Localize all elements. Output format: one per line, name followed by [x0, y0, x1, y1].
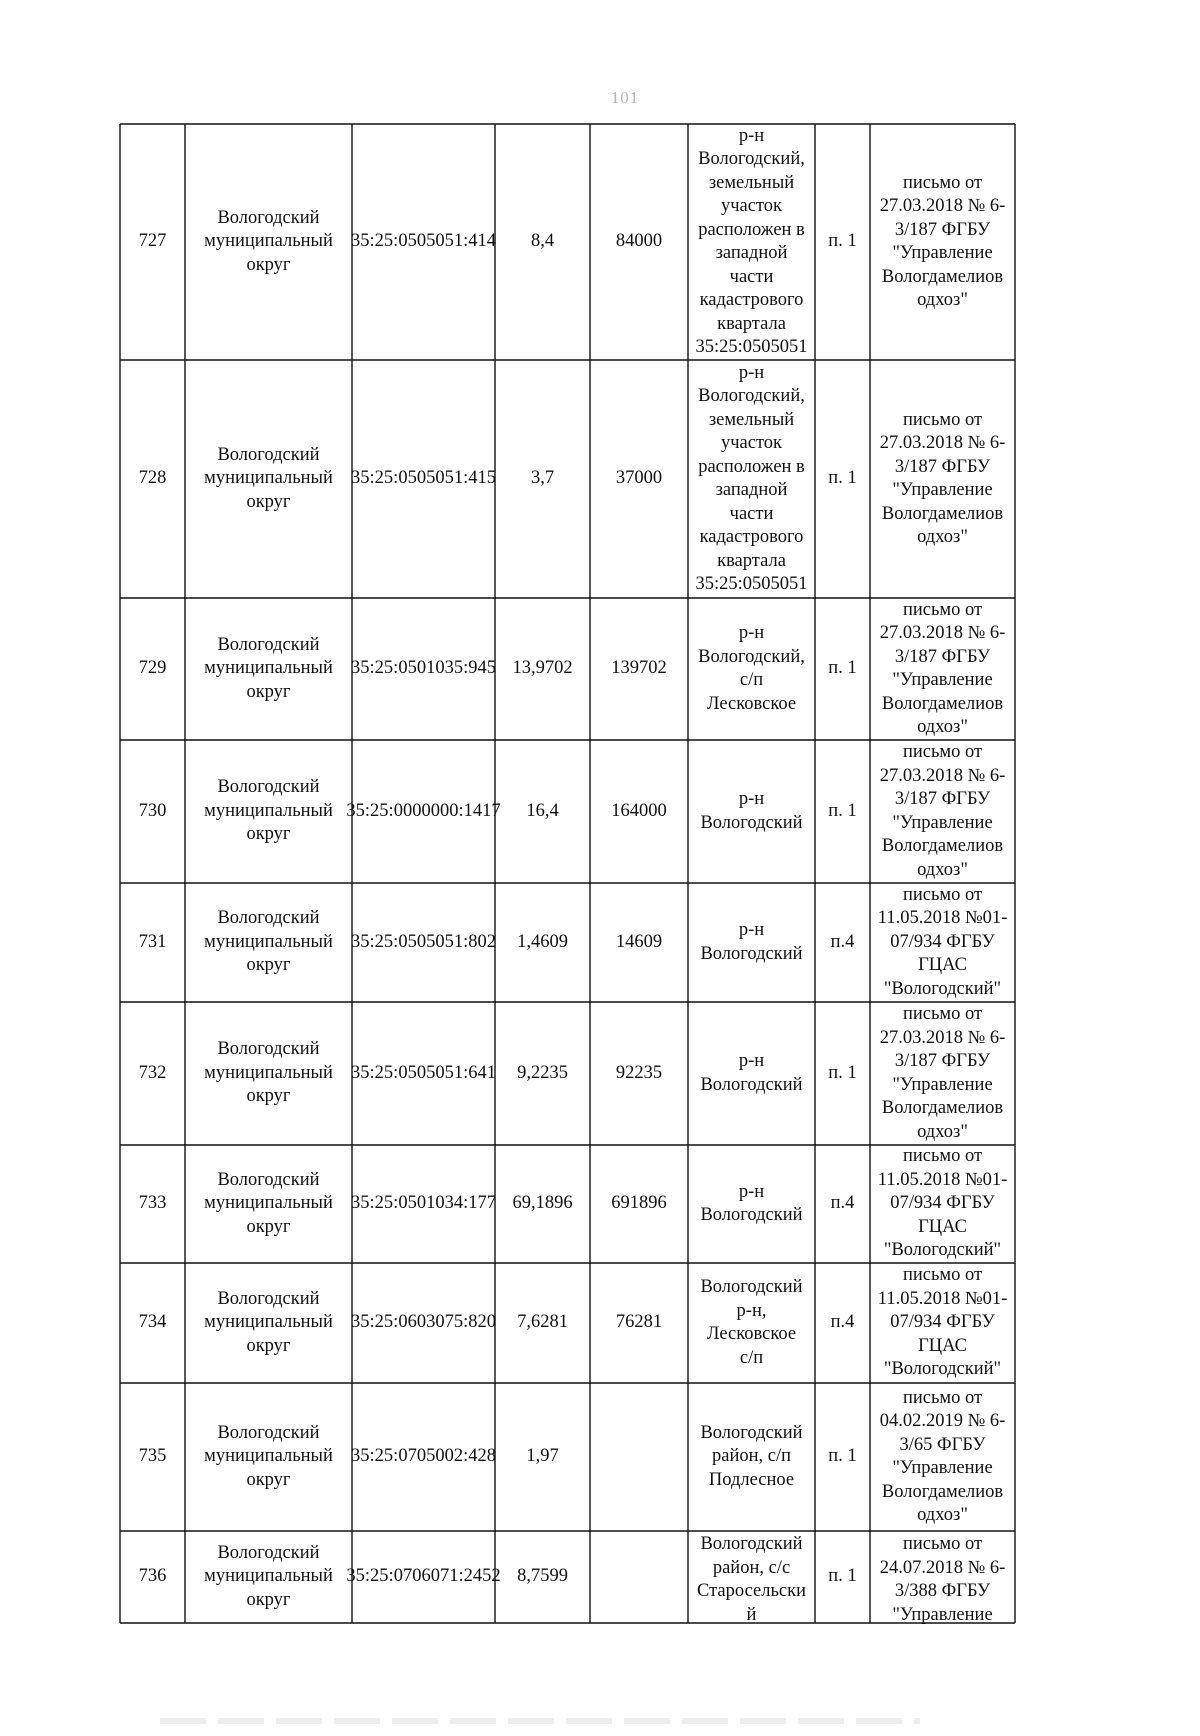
page-number: 101 [610, 88, 640, 107]
area-ha-cell: 8,4 [530, 231, 555, 252]
territory-cell: Вологодский муниципальный округ [204, 444, 333, 512]
bottom-scan-artifact [160, 1718, 920, 1724]
area-m2-cell: 691896 [611, 1193, 667, 1214]
basis-cell: письмо от 04.02.2019 № 6- 3/65 ФГБУ "Управление Вологдамелиов одхоз" [879, 1387, 1006, 1525]
basis-cell: письмо от 27.03.2018 № 6- 3/187 ФГБУ "Управление Вологдамелиов одхоз" [879, 409, 1006, 547]
area-m2-cell: 164000 [611, 800, 667, 821]
location-cell: р-н Вологодский [700, 1181, 803, 1225]
clause-cell: п. 1 [828, 231, 857, 252]
territory-cell: Вологодский муниципальный округ [204, 1169, 333, 1237]
area-ha-cell: 69,1896 [512, 1193, 573, 1214]
area-ha-cell: 13,9702 [512, 658, 573, 679]
area-ha-cell: 3,7 [530, 468, 555, 489]
row-number: 727 [138, 231, 167, 252]
cadastral-number-cell: 35:25:0505051:802 [351, 931, 496, 952]
clause-cell: п. 1 [828, 1566, 857, 1587]
clause-cell: п. 1 [828, 1446, 857, 1467]
area-m2-cell: 14609 [615, 931, 663, 952]
territory-cell: Вологодский муниципальный округ [204, 207, 333, 275]
area-ha-cell: 16,4 [526, 800, 559, 821]
cadastral-number-cell: 35:25:0706071:2452 [346, 1566, 501, 1587]
territory-cell: Вологодский муниципальный округ [204, 1542, 333, 1610]
row-number: 729 [138, 658, 167, 679]
area-ha-cell: 1,4609 [517, 931, 568, 952]
cadastral-number-cell: 35:25:0505051:415 [351, 468, 496, 489]
area-ha-cell: 7,6281 [517, 1312, 568, 1333]
clause-cell: п. 1 [828, 658, 857, 679]
clause-cell: п. 1 [828, 1062, 857, 1083]
basis-cell: письмо от 27.03.2018 № 6- 3/187 ФГБУ "Управление Вологдамелиов одхоз" [879, 1004, 1006, 1142]
basis-cell: письмо от 27.03.2018 № 6- 3/187 ФГБУ "Управление Вологдамелиов одхоз" [879, 742, 1006, 880]
row-number: 733 [138, 1193, 167, 1214]
location-cell: Вологодский район, с/п Подлесное [700, 1422, 803, 1490]
basis-cell: письмо от 24.07.2018 № 6- 3/388 ФГБУ "Управление [879, 1534, 1006, 1625]
territory-cell: Вологодский муниципальный округ [204, 908, 333, 976]
row-number: 735 [138, 1446, 167, 1467]
row-number: 730 [138, 800, 167, 821]
cadastral-number-cell: 35:25:0505051:414 [351, 231, 496, 252]
basis-cell: письмо от 11.05.2018 №01- 07/934 ФГБУ ГЦАС "Вологодский" [877, 1265, 1008, 1380]
area-ha-cell: 8,7599 [517, 1566, 568, 1587]
basis-cell: письмо от 27.03.2018 № 6- 3/187 ФГБУ "Управление Вологдамелиов одхоз" [879, 172, 1006, 310]
clause-cell: п.4 [830, 1193, 855, 1214]
territory-cell: Вологодский муниципальный округ [204, 1288, 333, 1356]
location-cell: р-н Вологодский, земельный участок расположен в западной части кадастрового квартала 35:25:0505051 [695, 362, 808, 594]
territory-cell: Вологодский муниципальный округ [204, 634, 333, 702]
cadastral-number-cell: 35:25:0705002:428 [351, 1446, 496, 1467]
row-number: 734 [138, 1312, 167, 1333]
territory-cell: Вологодский муниципальный округ [204, 1422, 333, 1490]
row-number: 732 [138, 1062, 167, 1083]
area-m2-cell: 76281 [615, 1312, 663, 1333]
area-m2-cell [590, 1383, 688, 1531]
area-m2-cell: 139702 [611, 658, 667, 679]
area-m2-cell [590, 1531, 688, 1623]
area-m2-cell: 84000 [615, 231, 663, 252]
cadastral-number-cell: 35:25:0603075:820 [351, 1312, 496, 1333]
cadastral-number-cell: 35:25:0000000:1417 [346, 800, 501, 821]
clause-cell: п.4 [830, 1312, 855, 1333]
cadastral-number-cell: 35:25:0505051:641 [351, 1062, 496, 1083]
location-cell: р-н Вологодский, с/п Лесковское [698, 623, 805, 714]
territory-cell: Вологодский муниципальный округ [204, 777, 333, 845]
clause-cell: п. 1 [828, 800, 857, 821]
location-cell: Вологодский район, с/с Старосельски й [697, 1534, 806, 1625]
basis-cell: письмо от 11.05.2018 №01- 07/934 ФГБУ ГЦАС "Вологодский" [877, 884, 1008, 999]
row-number: 736 [138, 1566, 167, 1587]
clause-cell: п.4 [830, 931, 855, 952]
location-cell: Вологодский р-н, Лесковское с/п [700, 1277, 803, 1368]
area-m2-cell: 37000 [615, 468, 663, 489]
location-cell: р-н Вологодский, земельный участок расположен в западной части кадастрового квартала 35:25:0505051 [695, 125, 808, 357]
location-cell: р-н Вологодский [700, 920, 803, 964]
basis-cell: письмо от 27.03.2018 № 6- 3/187 ФГБУ "Управление Вологдамелиов одхоз" [879, 599, 1006, 737]
area-ha-cell: 9,2235 [517, 1062, 568, 1083]
territory-cell: Вологодский муниципальный округ [204, 1039, 333, 1107]
area-ha-cell: 1,97 [526, 1446, 559, 1467]
cadastral-number-cell: 35:25:0501035:945 [351, 658, 496, 679]
row-number: 731 [138, 931, 167, 952]
area-m2-cell: 92235 [615, 1062, 663, 1083]
basis-cell: письмо от 11.05.2018 №01- 07/934 ФГБУ ГЦАС "Вологодский" [877, 1146, 1008, 1261]
clause-cell: п. 1 [828, 468, 857, 489]
cadastral-number-cell: 35:25:0501034:177 [351, 1193, 496, 1214]
row-number: 728 [138, 468, 167, 489]
location-cell: р-н Вологодский [700, 789, 803, 833]
location-cell: р-н Вологодский [700, 1051, 803, 1095]
